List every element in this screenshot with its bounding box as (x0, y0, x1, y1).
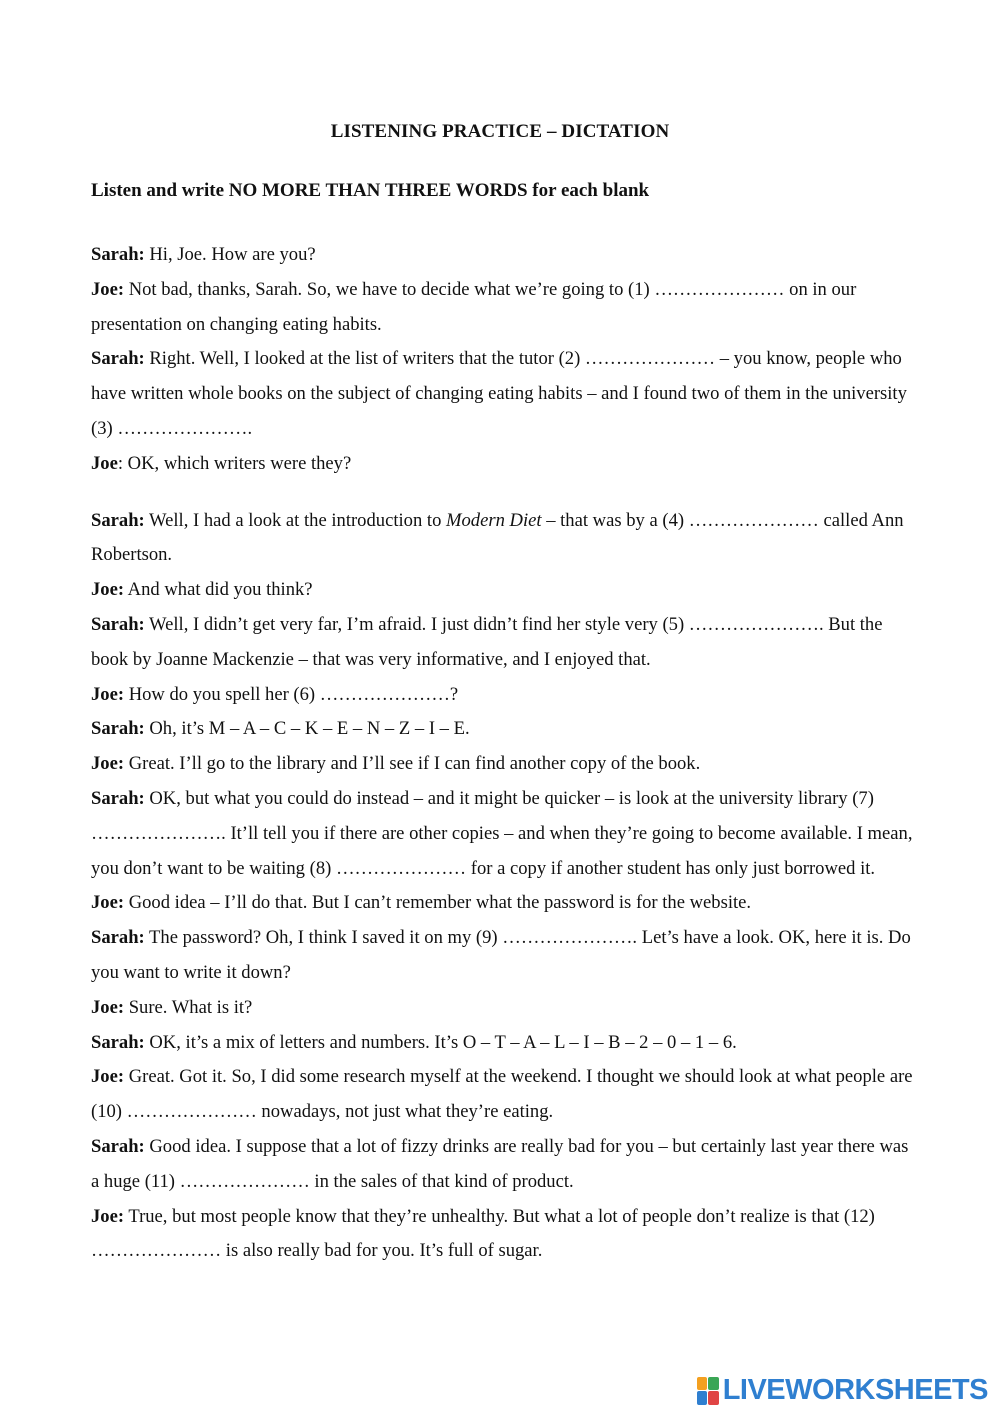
speaker-label: Joe: (91, 892, 125, 914)
page-title: LISTENING PRACTICE – DICTATION (330, 121, 670, 142)
dialog-turn (91, 747, 921, 782)
logo-text: LIVEWORKSHEETS (722, 1374, 988, 1406)
dialog-turn (91, 1026, 921, 1061)
dialog-turn (91, 608, 921, 678)
speaker-label: Joe: (91, 278, 125, 300)
dialog-turn (91, 238, 921, 273)
dialog-turn (91, 447, 921, 482)
dialog-turn (91, 678, 921, 713)
speaker-label: Joe: (91, 1205, 125, 1227)
turn-text: : OK, which writers were they? (117, 452, 352, 474)
dialog-turn (91, 1200, 921, 1270)
speaker-label: Joe: (91, 683, 125, 705)
turn-text: And what did you think? (124, 579, 313, 601)
turn-text: True, but most people know that they’re unhealthy. But what a lot of people don’t realize is that (12) ………………… is also really bad for you. It’s full of sugar. (91, 1205, 875, 1262)
logo-badge-tile (708, 1391, 719, 1405)
speaker-label: Joe (91, 452, 118, 474)
speaker-label: Joe: (91, 996, 125, 1018)
dialog (91, 238, 921, 1269)
speaker-label: Joe: (91, 753, 125, 775)
liveworksheets-logo (697, 1374, 988, 1407)
speaker-label: Sarah: (91, 613, 145, 635)
speaker-label: Sarah: (91, 1135, 145, 1157)
turn-text: How do you spell her (6) …………………? (124, 683, 459, 705)
logo-badge-tile (697, 1377, 708, 1391)
dialog-turn (91, 273, 921, 343)
dialog-turn (91, 712, 921, 747)
turn-text: Good idea. I suppose that a lot of fizzy drinks are really bad for you – but certainly last year there was a huge (11) ………………… in the sales of that kind of product. (91, 1135, 909, 1192)
turn-text: Well, I had a look at the introduction to (144, 509, 447, 531)
speaker-label: Joe: (91, 579, 125, 601)
dialog-turn (91, 991, 921, 1026)
speaker-label: Joe: (91, 1066, 125, 1088)
turn-text: Well, I didn’t get very far, I’m afraid. I just didn’t find her style very (5) …………………. But the book by Joanne Mackenzie – that was very informative, and I enjoyed that. (91, 613, 883, 670)
logo-badge-icon (697, 1377, 719, 1405)
dialog-turn (91, 504, 921, 574)
turn-text: OK, but what you could do instead – and it might be quicker – is look at the university library (7) …………………. It’ll tell you if there are other copies – and when they’re going to become available. I mean, you don’t want to be waiting (8) ………………… for a copy if another student has only just borrowed it. (91, 787, 913, 879)
turn-text: Great. Got it. So, I did some research myself at the weekend. I thought we should look at what people are (10) ………………… nowadays, not just what they’re eating. (91, 1066, 913, 1123)
instruction: Listen and write NO MORE THAN THREE WORDS for each blank (91, 180, 650, 201)
logo-badge-tile (697, 1391, 708, 1405)
turn-text: Hi, Joe. How are you? (144, 244, 316, 265)
turn-text: OK, it’s a mix of letters and numbers. It’s O – T – A – L – I – B – 2 – 0 – 1 – 6. (144, 1031, 737, 1053)
turn-text: Oh, it’s M – A – C – K – E – N – Z – I – E. (144, 718, 470, 740)
logo-badge-tile (708, 1377, 719, 1391)
dialog-turn (91, 782, 921, 886)
turn-text: Sure. What is it? (124, 996, 253, 1018)
speaker-label: Sarah: (91, 244, 145, 265)
turn-text: Not bad, thanks, Sarah. So, we have to decide what we’re going to (1) ………………… on in our presentation on changing eating habits. (91, 278, 857, 335)
dialog-turn (91, 573, 921, 608)
turn-text: Right. Well, I looked at the list of writers that the tutor (2) ………………… – you know, people who have written whole books on the subject of changing eating habits – and I found two of them in the university (3) …………………. (91, 348, 907, 439)
turn-text: The password? Oh, I think I saved it on my (9) …………………. Let’s have a look. OK, here it is. Do you want to write it down? (91, 927, 911, 983)
speaker-label: Sarah: (91, 927, 145, 949)
speaker-label: Sarah: (91, 1031, 145, 1053)
speaker-label: Sarah: (91, 787, 145, 809)
speaker-label: Sarah: (91, 718, 145, 740)
turn-text: Great. I’ll go to the library and I’ll see if I can find another copy of the book. (124, 753, 701, 775)
dialog-turn (91, 1130, 921, 1200)
turn-text: – that was by a (4) ………………… called Ann Robertson. (91, 509, 904, 566)
dialog-turn (91, 886, 921, 921)
dialog-turn (91, 921, 921, 991)
dialog-turn (91, 1060, 921, 1130)
turn-text: Good idea – I’ll do that. But I can’t remember what the password is for the website. (124, 892, 752, 914)
book-title: Modern Diet (446, 509, 542, 531)
dialog-turn (91, 342, 921, 446)
speaker-label: Sarah: (91, 509, 145, 531)
speaker-label: Sarah: (91, 348, 145, 370)
